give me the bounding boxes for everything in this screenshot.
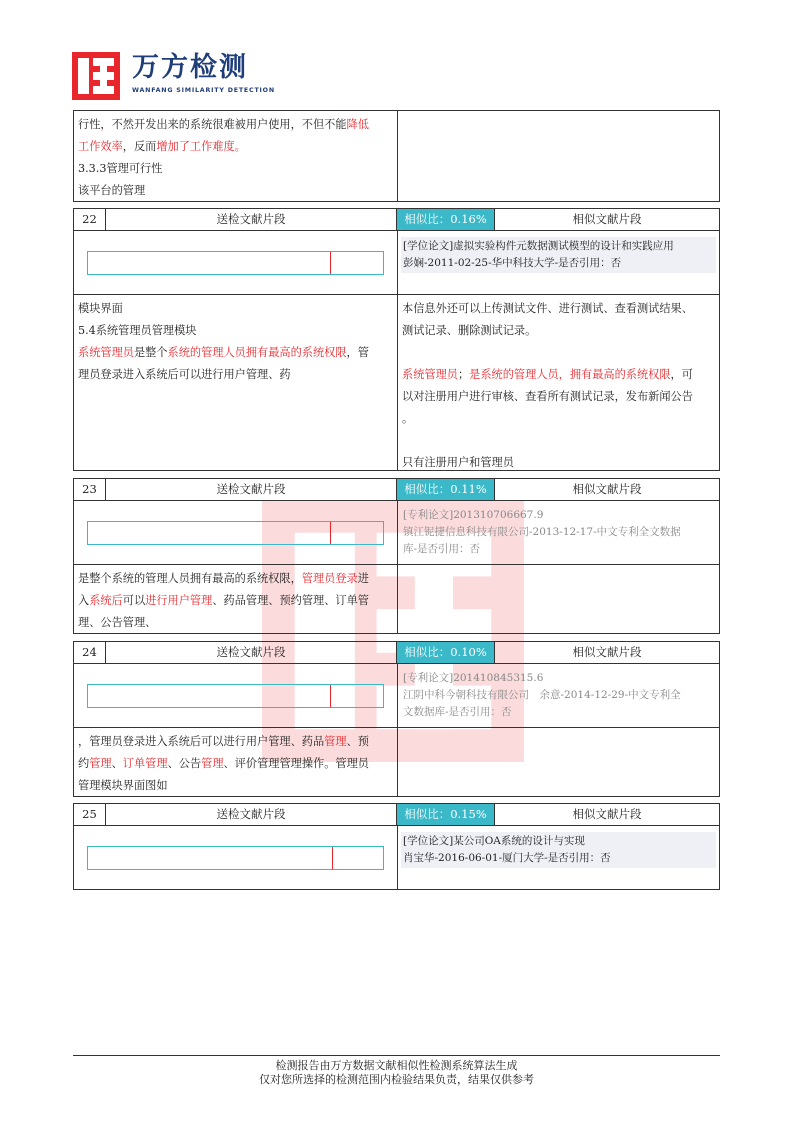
source-row xyxy=(73,231,720,295)
plain-text: 入 xyxy=(78,594,90,607)
plain-text: 理、公告管理、 xyxy=(78,616,157,629)
text-line xyxy=(402,320,715,342)
text-line xyxy=(78,180,393,202)
position-marker xyxy=(332,847,333,869)
text-line xyxy=(78,320,393,342)
entry-number: 25 xyxy=(74,804,106,825)
text-line xyxy=(78,136,393,158)
entry-header xyxy=(73,478,720,501)
sent-text-cell xyxy=(74,565,398,633)
plain-text: 行性，不然开发出来的系统很难被用户使用，不但不能 xyxy=(78,118,347,131)
entry-number: 22 xyxy=(74,209,106,230)
similarity-badge: 相似比：0.11% xyxy=(397,479,495,500)
text-line xyxy=(78,342,393,364)
text-line xyxy=(78,753,393,775)
text-line xyxy=(78,568,393,590)
text-line xyxy=(402,342,715,364)
text-line xyxy=(402,386,715,408)
highlighted-text: 系统管理员 xyxy=(78,346,134,359)
similar-fragment-label: 相似文献片段 xyxy=(572,645,642,659)
plain-text: 约 xyxy=(78,757,90,770)
plain-text: 进 xyxy=(357,572,369,585)
logo-english-text: WANFANG SIMILARITY DETECTION xyxy=(132,87,275,94)
text-block xyxy=(73,564,720,634)
highlighted-text: 管理 xyxy=(201,757,224,770)
text-line xyxy=(78,590,393,612)
plain-text: 3.3.3管理可行性 xyxy=(78,162,163,175)
highlighted-text: 降低 xyxy=(346,118,369,131)
plain-text: 。 xyxy=(402,412,414,425)
text-line xyxy=(78,114,393,136)
source-line: [专利论文]201310706667.9 xyxy=(403,509,544,521)
plain-text: 5.4系统管理员管理模块 xyxy=(78,324,197,337)
sent-text-cell xyxy=(74,728,398,796)
plain-text: ，管理员登录进入系统后可以进行用户管理、药品 xyxy=(78,735,325,748)
similar-fragment-label: 相似文献片段 xyxy=(572,807,642,821)
wanfang-logo xyxy=(72,52,275,100)
text-line xyxy=(402,452,715,474)
sent-fragment-label: 送检文献片段 xyxy=(106,642,397,663)
position-marker xyxy=(330,522,331,544)
sent-fragment-label: 送检文献片段 xyxy=(106,209,397,230)
sent-fragment-label: 送检文献片段 xyxy=(106,804,397,825)
highlighted-text: 管理 xyxy=(89,757,112,770)
source-line: 江阴中科今朝科技有限公司 余意-2014-12-29-中文专利全 xyxy=(403,689,681,701)
source-row xyxy=(73,501,720,565)
similar-fragment-label: 相似文献片段 xyxy=(572,482,642,496)
sent-fragment-label: 送检文献片段 xyxy=(106,479,397,500)
plain-text: 是整个系统的管理人员拥有最高的系统权限， xyxy=(78,572,302,585)
plain-text: 是整个 xyxy=(133,346,168,359)
position-marker xyxy=(330,252,331,274)
plain-text: 、预 xyxy=(346,735,369,748)
plain-text: 测试记录、删除测试记录。 xyxy=(402,324,537,337)
highlighted-text: 进行用户管理 xyxy=(145,594,213,607)
plain-text: ，反而 xyxy=(122,140,157,153)
similar-text-cell xyxy=(398,728,719,796)
plain-text: 模块界面 xyxy=(78,302,123,315)
source-info[interactable] xyxy=(401,506,716,559)
highlighted-text: 订单管理 xyxy=(122,757,168,770)
text-block xyxy=(73,727,720,797)
text-line xyxy=(78,731,393,753)
plain-text: 本信息外还可以上传测试文件、进行测试、查看测试结果、 xyxy=(402,302,693,315)
source-line: [学位论文]虚拟实验构件元数据测试模型的设计和实践应用 xyxy=(403,240,674,252)
footer-divider xyxy=(73,1055,720,1056)
highlighted-text: 增加了工作难度。 xyxy=(156,140,246,153)
text-line xyxy=(402,430,715,452)
position-marker xyxy=(330,685,331,707)
source-line: 文数据库-是否引用：否 xyxy=(403,706,512,718)
footer-line-2: 仅对您所选择的检测范围内检验结果负责，结果仅供参考 xyxy=(259,1073,534,1086)
plain-text: 该平台的管理 xyxy=(78,184,146,197)
plain-text: 理员登录进入系统后可以进行用户管理、药 xyxy=(78,368,291,381)
plain-text: 可以 xyxy=(122,594,146,607)
text-line xyxy=(78,775,393,797)
plain-text: 、公告 xyxy=(167,757,202,770)
source-line: 库-是否引用：否 xyxy=(403,543,481,555)
plain-text: 管理模块界面图如 xyxy=(78,779,168,792)
text-line xyxy=(78,298,393,320)
source-info[interactable] xyxy=(401,669,716,722)
highlighted-text: 系统的管理人员拥有最高的系统权限 xyxy=(167,346,347,359)
text-line xyxy=(402,364,715,386)
source-row xyxy=(73,664,720,728)
footer-line-1: 检测报告由万方数据文献相似性检测系统算法生成 xyxy=(275,1059,518,1072)
text-line xyxy=(402,298,715,320)
source-line: [专利论文]201410845315.6 xyxy=(403,672,544,684)
highlighted-text: 管理员登录 xyxy=(301,572,358,585)
source-info[interactable] xyxy=(401,832,716,868)
plain-text: 以对注册用户进行审核、查看所有测试记录，发布新闻公告 xyxy=(402,390,693,403)
position-bar xyxy=(87,684,384,708)
source-info[interactable] xyxy=(401,237,716,273)
position-bar xyxy=(87,846,384,870)
position-bar xyxy=(87,521,384,545)
plain-text: 只有注册用户和管理员 xyxy=(402,456,514,469)
highlighted-text: 管理 xyxy=(324,735,347,748)
text-block xyxy=(73,294,720,471)
sent-text-cell xyxy=(74,111,398,201)
highlighted-text: 系统管理员 xyxy=(402,368,458,381)
text-block-top xyxy=(73,110,720,202)
source-line: 镇江铌捷信息科技有限公司-2013-12-17-中文专利全文数据 xyxy=(403,526,681,538)
similar-text-cell xyxy=(398,295,719,470)
wanfang-logo-icon xyxy=(72,52,120,100)
text-line xyxy=(78,158,393,180)
similar-text-cell xyxy=(398,111,719,201)
source-line: 肖宝华-2016-06-01-厦门大学-是否引用：否 xyxy=(403,852,611,864)
similarity-badge: 相似比：0.16% xyxy=(397,209,495,230)
plain-text: 、评价管理管理操作。管理员 xyxy=(223,757,369,770)
source-line: 彭娴-2011-02-25-华中科技大学-是否引用：否 xyxy=(403,257,622,269)
text-line xyxy=(402,408,715,430)
plain-text: ，可 xyxy=(670,368,693,381)
similar-fragment-label: 相似文献片段 xyxy=(572,212,642,226)
source-row xyxy=(73,826,720,890)
entry-header xyxy=(73,641,720,664)
entry-number: 23 xyxy=(74,479,106,500)
plain-text: 、 xyxy=(111,757,123,770)
sent-text-cell xyxy=(74,295,398,470)
plain-text: 、药品管理、预约管理、订单管 xyxy=(212,594,369,607)
similar-text-cell xyxy=(398,565,719,633)
source-line: [学位论文]某公司OA系统的设计与实现 xyxy=(403,835,585,847)
similarity-badge: 相似比：0.15% xyxy=(397,804,495,825)
plain-text: ，管 xyxy=(346,346,369,359)
highlighted-text: 工作效率 xyxy=(78,140,123,153)
entry-header xyxy=(73,208,720,231)
plain-text: ； xyxy=(457,368,470,381)
similarity-badge: 相似比：0.10% xyxy=(397,642,495,663)
text-line xyxy=(78,612,393,634)
text-line xyxy=(78,364,393,386)
highlighted-text: 是系统的管理人员，拥有最高的系统权限 xyxy=(469,368,671,381)
position-bar xyxy=(87,251,384,275)
entry-header xyxy=(73,803,720,826)
highlighted-text: 系统后 xyxy=(89,594,123,607)
entry-number: 24 xyxy=(74,642,106,663)
logo-chinese-text: 万方检测 xyxy=(132,52,248,83)
